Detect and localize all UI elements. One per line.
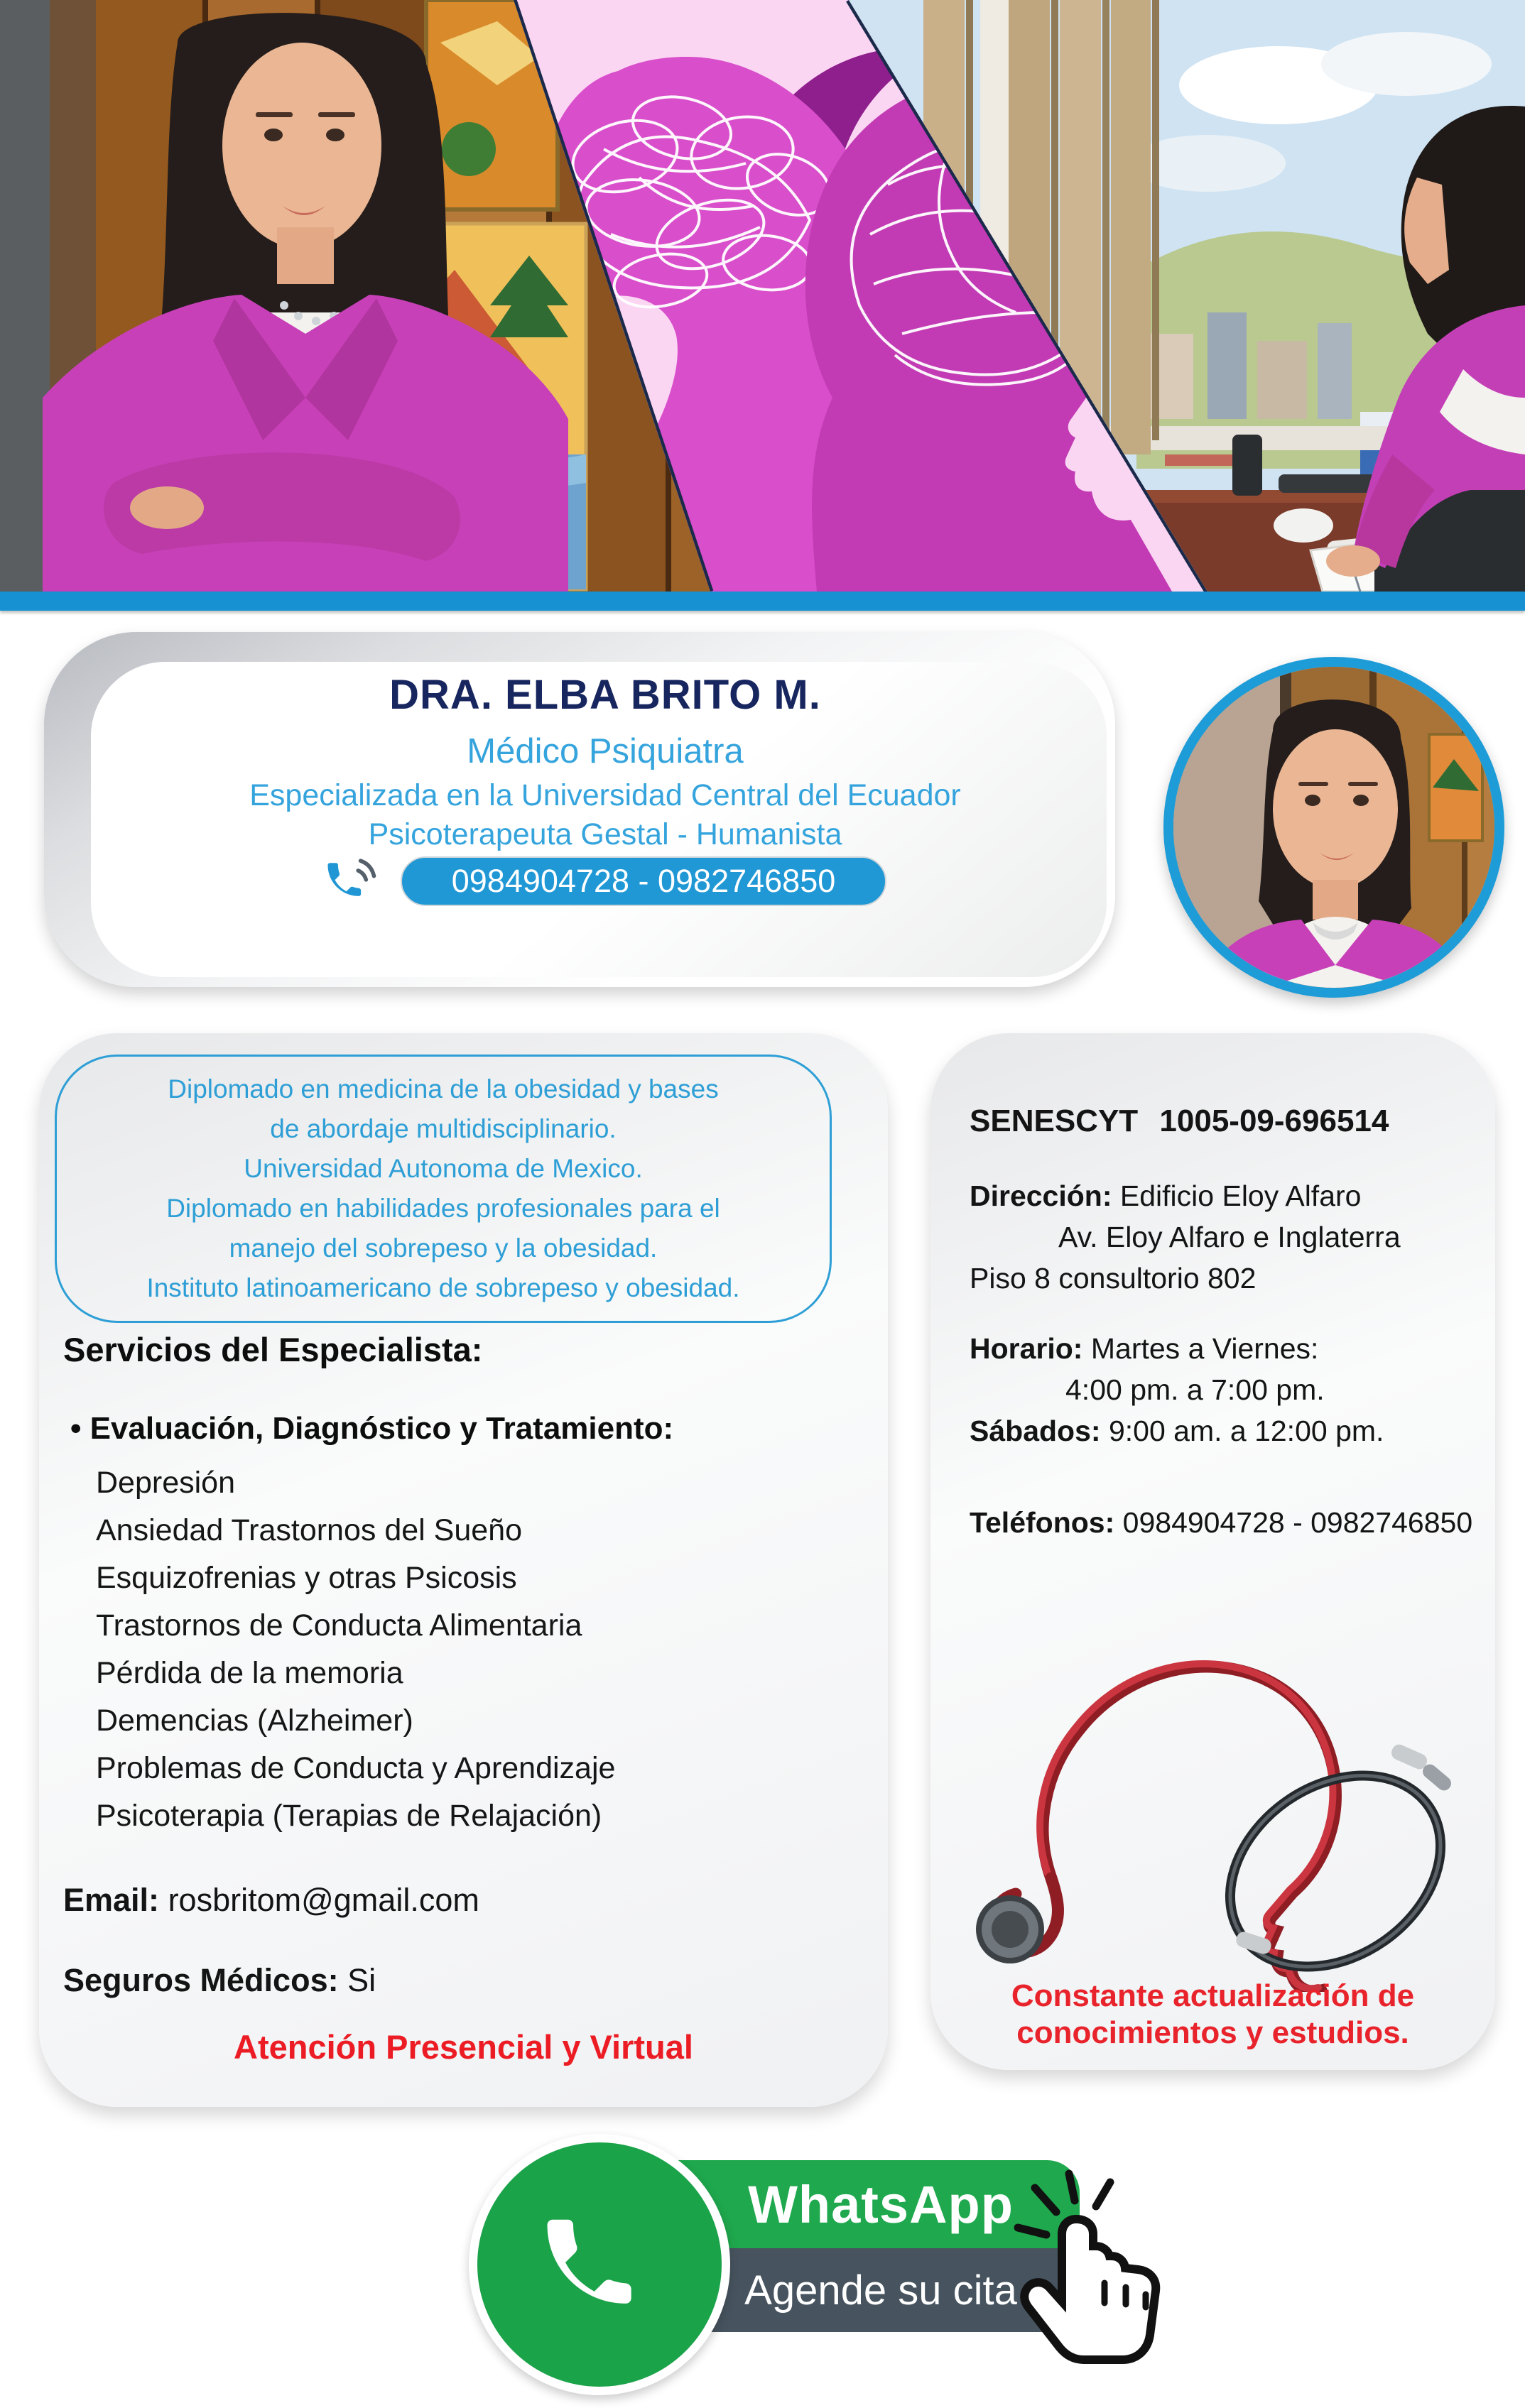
- credential-line: Diplomado en habilidades profesionales para el: [166, 1194, 720, 1223]
- email-value[interactable]: rosbritom@gmail.com: [168, 1882, 479, 1918]
- phones-label: Teléfonos:: [970, 1506, 1115, 1539]
- address-line1: Edificio Eloy Alfaro: [1119, 1180, 1362, 1212]
- senescyt-number: 1005-09-696514: [1159, 1104, 1389, 1138]
- doctor-portrait-photo: [1163, 657, 1504, 998]
- tagline-line2: conocimientos y estudios.: [1016, 2015, 1409, 2050]
- insurance-label: Seguros Médicos:: [63, 1962, 339, 1998]
- header-card: [44, 632, 1115, 987]
- schedule-hours: 4:00 pm. a 7:00 pm.: [1065, 1373, 1325, 1406]
- top-collage: [0, 0, 1525, 592]
- header-phone-numbers[interactable]: 0984904728 - 0982746850: [401, 856, 886, 906]
- schedule-label: Horario:: [970, 1332, 1083, 1365]
- stethoscope-head-icon: [966, 1594, 1463, 1992]
- address-line2: Av. Eloy Alfaro e Inglaterra: [1058, 1221, 1401, 1253]
- contact-card: [930, 1033, 1495, 2070]
- credentials-box: [55, 1055, 832, 1323]
- attention-note: Atención Presencial y Virtual: [234, 2028, 693, 2066]
- address-label: Dirección:: [970, 1180, 1112, 1212]
- services-bullet-title: Evaluación, Diagnóstico y Tratamiento:: [89, 1411, 674, 1446]
- divider-strip: [0, 592, 1525, 611]
- whatsapp-icon[interactable]: [469, 2134, 730, 2395]
- credential-line: Diplomado en medicina de la obesidad y bases: [168, 1074, 719, 1104]
- credential-line: Instituto latinoamericano de sobrepeso y obesidad.: [146, 1273, 740, 1302]
- doctor-specialty: Médico Psiquiatra: [467, 732, 744, 770]
- doctor-name: DRA. ELBA BRITO M.: [389, 672, 821, 718]
- email-label: Email:: [63, 1882, 160, 1918]
- doctor-therapy: Psicoterapeuta Gestal - Humanista: [368, 817, 842, 851]
- service-item: Esquizofrenias y otras Psicosis: [96, 1561, 517, 1595]
- service-item: Problemas de Conducta y Aprendizaje: [96, 1751, 616, 1785]
- services-card: [39, 1033, 888, 2107]
- credential-line: de abordaje multidisciplinario.: [270, 1114, 617, 1143]
- address-line3: Piso 8 consultorio 802: [970, 1262, 1257, 1295]
- whatsapp-subtitle: Agende su cita: [744, 2267, 1017, 2314]
- service-item: Demencias (Alzheimer): [96, 1704, 413, 1738]
- service-item: Pérdida de la memoria: [96, 1656, 403, 1690]
- insurance-value: Si: [347, 1962, 376, 1998]
- doctor-education: Especializada en la Universidad Central del Ecuador: [249, 778, 961, 812]
- saturday-label: Sábados:: [970, 1415, 1101, 1447]
- bullet-glyph: •: [70, 1411, 82, 1446]
- whatsapp-label: WhatsApp: [748, 2174, 1014, 2234]
- services-list: [96, 1459, 615, 1840]
- service-item: Psicoterapia (Terapias de Relajación): [96, 1799, 602, 1833]
- phones-value[interactable]: 0984904728 - 0982746850: [1122, 1506, 1473, 1539]
- services-heading: Servicios del Especialista:: [63, 1331, 483, 1368]
- credential-line: Universidad Autonoma de Mexico.: [244, 1154, 643, 1183]
- tagline-line1: Constante actualización de: [1011, 1978, 1415, 2013]
- service-item: Ansiedad Trastornos del Sueño: [96, 1513, 523, 1547]
- credential-line: manejo del sobrepeso y la obesidad.: [229, 1233, 658, 1263]
- phone-icon: [324, 849, 385, 913]
- saturday-hours: 9:00 am. a 12:00 pm.: [1108, 1415, 1384, 1447]
- service-item: Trastornos de Conducta Alimentaria: [96, 1608, 582, 1642]
- senescyt-label: SENESCYT: [970, 1104, 1139, 1138]
- service-item: Depresión: [96, 1466, 235, 1500]
- schedule-days: Martes a Viernes:: [1090, 1332, 1319, 1365]
- hand-click-icon[interactable]: [991, 2169, 1204, 2408]
